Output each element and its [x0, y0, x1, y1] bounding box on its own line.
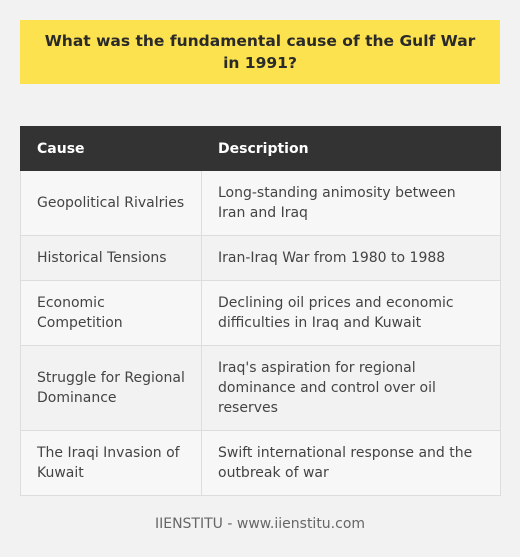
description-cell: Iran-Iraq War from 1980 to 1988: [202, 236, 501, 281]
table-row: [21, 236, 501, 281]
cause-cell: Struggle for Regional Dominance: [21, 346, 202, 431]
column-header-cause: Cause: [21, 127, 202, 171]
description-cell: Iraq's aspiration for regional dominance and control over oil reserves: [202, 346, 501, 431]
table-row: [21, 346, 501, 431]
cause-cell: Economic Competition: [21, 281, 202, 346]
footer-credit: IIENSTITU - www.iienstitu.com: [154, 516, 366, 532]
description-cell: Declining oil prices and economic difficulties in Iraq and Kuwait: [202, 281, 501, 346]
title-banner: [20, 20, 500, 84]
causes-table: [20, 126, 501, 496]
cause-cell: The Iraqi Invasion of Kuwait: [21, 431, 202, 496]
table-row: [21, 171, 501, 236]
table-row: [21, 431, 501, 496]
description-cell: Long-standing animosity between Iran and Iraq: [202, 171, 501, 236]
cause-cell: Geopolitical Rivalries: [21, 171, 202, 236]
table-row: [21, 281, 501, 346]
description-cell: Swift international response and the outbreak of war: [202, 431, 501, 496]
page-title: What was the fundamental cause of the Gulf War in 1991?: [44, 32, 476, 72]
cause-cell: Historical Tensions: [21, 236, 202, 281]
column-header-description: Description: [202, 127, 501, 171]
table-header-row: [21, 127, 501, 171]
